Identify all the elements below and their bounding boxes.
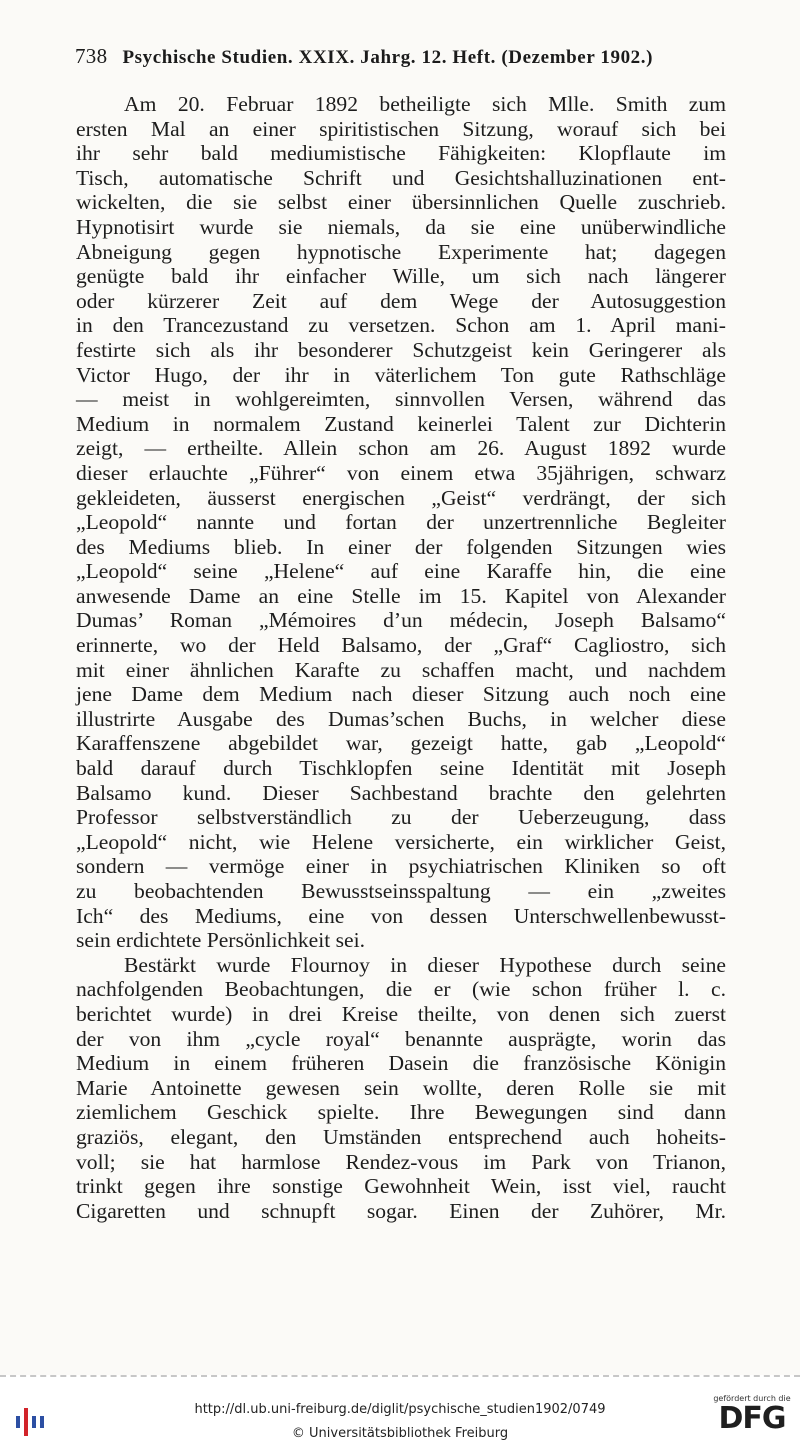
text-line: Cigaretten und schnupft sogar. Einen der Zuhörer, Mr. <box>76 1198 726 1223</box>
text-line: Abneigung gegen hypnotische Experimente hat; dagegen <box>76 239 726 264</box>
text-line: sein erdichtete Persönlichkeit sei. <box>76 928 366 953</box>
text-line: sondern — vermöge einer in psychiatrischen Kliniken so oft <box>76 854 726 879</box>
text-line: zu beobachtenden Bewusstseinsspaltung — ein „zweites <box>76 879 726 903</box>
text-line: Karaffenszene abgebildet war, gezeigt hatte, gab „Leopold“ <box>76 731 726 756</box>
text-line: berichtet wurde) in drei Kreise theilte, von denen sich zuerst <box>76 1001 726 1026</box>
copyright-notice: © Universitätsbibliothek Freiburg <box>291 1426 509 1441</box>
text-line: erinnerte, wo der Held Balsamo, der „Graf“ Cagliostro, sich <box>76 633 726 658</box>
sponsor-caption: gefördert durch die <box>713 1394 791 1403</box>
text-line: anwesende Dame an eine Stelle im 15. Kapitel von Alexander <box>76 583 726 608</box>
text-line: „Leopold“ seine „Helene“ auf eine Karaffe hin, die eine <box>76 559 726 584</box>
text-line: Am 20. Februar 1892 betheiligte sich Mlle. Smith zum <box>124 92 726 116</box>
text-line: ziemlichem Geschick spielte. Ihre Bewegungen sind dann <box>76 1100 726 1125</box>
text-line: gekleideten, äusserst energischen „Geist“ verdrängt, der sich <box>76 485 726 510</box>
text-line: ihr sehr bald mediumistische Fähigkeiten: Klopflaute im <box>76 141 726 166</box>
text-line: „Leopold“ nannte und fortan der unzertrennliche Begleiter <box>76 510 726 535</box>
text-line: Bestärkt wurde Flournoy in dieser Hypothese durch seine <box>124 952 726 977</box>
text-line: — meist in wohlgereimten, sinnvollen Versen, während das <box>76 387 726 412</box>
text-line: jene Dame dem Medium nach dieser Sitzung auch noch eine <box>76 682 726 707</box>
text-line: trinkt gegen ihre sonstige Gewohnheit Wein, isst viel, raucht <box>76 1174 726 1199</box>
text-line: des Mediums blieb. In einer der folgenden Sitzungen wies <box>76 534 726 559</box>
text-line: „Leopold“ nicht, wie Helene versicherte, ein wirklicher Geist, <box>76 829 726 854</box>
source-url[interactable]: http://dl.ub.uni-freiburg.de/diglit/psychische_studien1902/0749 <box>194 1402 606 1417</box>
text-line: Medium in normalem Zustand keinerlei Talent zur Dichterin <box>76 411 726 436</box>
text-line: der von ihm „cycle royal“ benannte ausprägte, worin das <box>76 1026 726 1051</box>
text-line: genügte bald ihr einfacher Wille, um sich nach längerer <box>76 264 726 289</box>
text-line: Hypnotisirt wurde sie niemals, da sie eine unüberwindliche <box>76 214 726 239</box>
text-line: nachfolgenden Beobachtungen, die er (wie schon früher l. c. <box>76 977 726 1002</box>
text-line: ersten Mal an einer spiritistischen Sitzung, worauf sich bei <box>76 116 726 141</box>
text-line: dieser erlauchte „Führer“ von einem etwa 35jährigen, schwarz <box>76 460 726 485</box>
running-title: Psychische Studien. XXIX. Jahrg. 12. Heft. (Dezember 1902.) <box>122 47 654 68</box>
text-line: Professor selbstverständlich zu der Ueberzeugung, dass <box>76 805 726 830</box>
text-line: Tisch, automatische Schrift und Gesichtshalluzinationen ent- <box>76 165 726 190</box>
text-line: Marie Antoinette gewesen sein wollte, deren Rolle sie mit <box>76 1075 726 1100</box>
text-line: Ich“ des Mediums, eine von dessen Unterschwellenbewusst- <box>76 903 726 928</box>
text-line: voll; sie hat harmlose Rendez-vous im Park von Trianon, <box>76 1149 726 1174</box>
text-line: in den Trancezustand zu versetzen. Schon am 1. April mani- <box>76 313 726 338</box>
body-text <box>76 92 726 1223</box>
text-line: mit einer ähnlichen Karafte zu schaffen macht, und nachdem <box>76 657 726 682</box>
text-line: festirte sich als ihr besonderer Schutzgeist kein Geringerer als <box>76 337 726 362</box>
text-line: zeigt, — ertheilte. Allein schon am 26. August 1892 wurde <box>76 436 726 461</box>
page-number: 738 <box>75 44 108 68</box>
text-line: illustrirte Ausgabe des Dumas’schen Buchs, in welcher diese <box>76 706 726 731</box>
text-line: graziös, elegant, den Umständen entsprechend auch hoheits- <box>76 1124 726 1149</box>
text-line: bald darauf durch Tischklopfen seine Identität mit Joseph <box>76 756 726 781</box>
text-line: oder kürzerer Zeit auf dem Wege der Autosuggestion <box>76 288 726 313</box>
text-line: Balsamo kund. Dieser Sachbestand brachte den gelehrten <box>76 780 726 805</box>
text-line: wickelten, die sie selbst einer übersinnlichen Quelle zuschrieb. <box>76 190 726 215</box>
running-header <box>75 44 727 69</box>
viewer-footer <box>0 1382 800 1450</box>
dfg-logo-text: DFG <box>718 1401 786 1436</box>
text-line: Dumas’ Roman „Mémoires d’un médecin, Joseph Balsamo“ <box>76 608 726 633</box>
text-line: Victor Hugo, der ihr in väterlichem Ton gute Rathschläge <box>76 362 726 387</box>
dfg-logo <box>712 1394 792 1435</box>
text-line: Medium in einem früheren Dasein die französische Königin <box>76 1051 726 1076</box>
